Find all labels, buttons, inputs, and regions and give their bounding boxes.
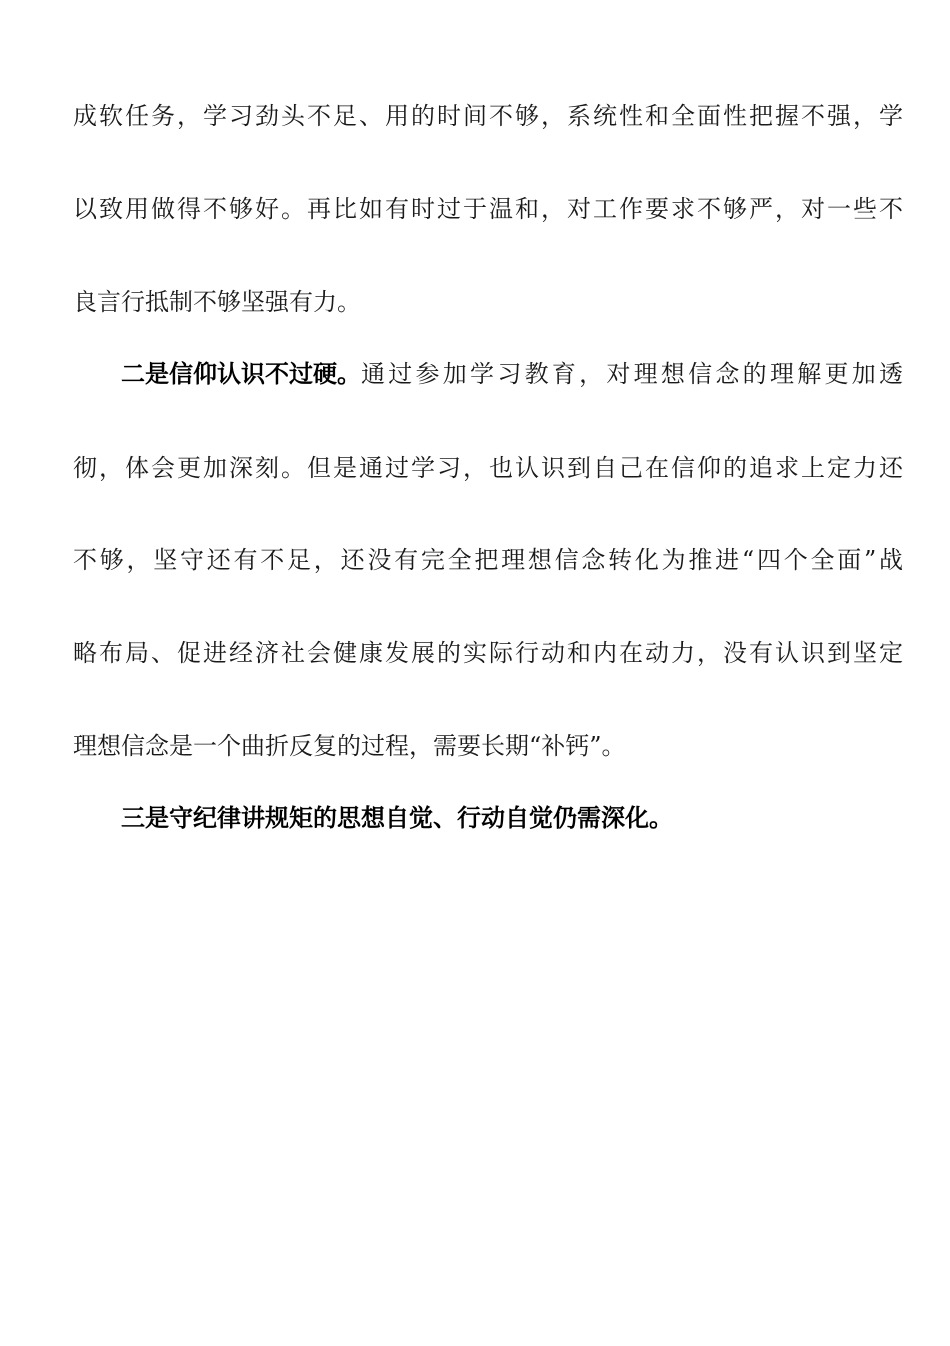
section-2-first-line-text: 通过参加学习教育，对理想信念的理解更加透 [361, 360, 903, 388]
section-3-heading: 三是守纪律讲规矩的思想自觉、行动自觉仍需深化。 [121, 804, 673, 832]
section-2-line-5: 理想信念是一个曲折反复的过程，需要长期“补钙”。 [73, 732, 626, 760]
section-2-first-line [121, 354, 903, 394]
section-2-line-4: 略布局、促进经济社会健康发展的实际行动和内在动力，没有认识到坚定 [73, 639, 903, 667]
section-2-heading: 二是信仰认识不过硬。 [121, 360, 361, 388]
paragraph-line-2: 以致用做得不够好。再比如有时过于温和，对工作要求不够严，对一些不 [73, 195, 903, 223]
section-2-line-3: 不够，坚守还有不足，还没有完全把理想信念转化为推进“四个全面”战 [73, 546, 903, 574]
paragraph-line-3: 良言行抵制不够坚强有力。 [73, 288, 361, 316]
paragraph-line-1: 成软任务，学习劲头不足、用的时间不够，系统性和全面性把握不强，学 [73, 102, 903, 130]
section-2-line-2: 彻，体会更加深刻。但是通过学习，也认识到自己在信仰的追求上定力还 [73, 454, 903, 482]
